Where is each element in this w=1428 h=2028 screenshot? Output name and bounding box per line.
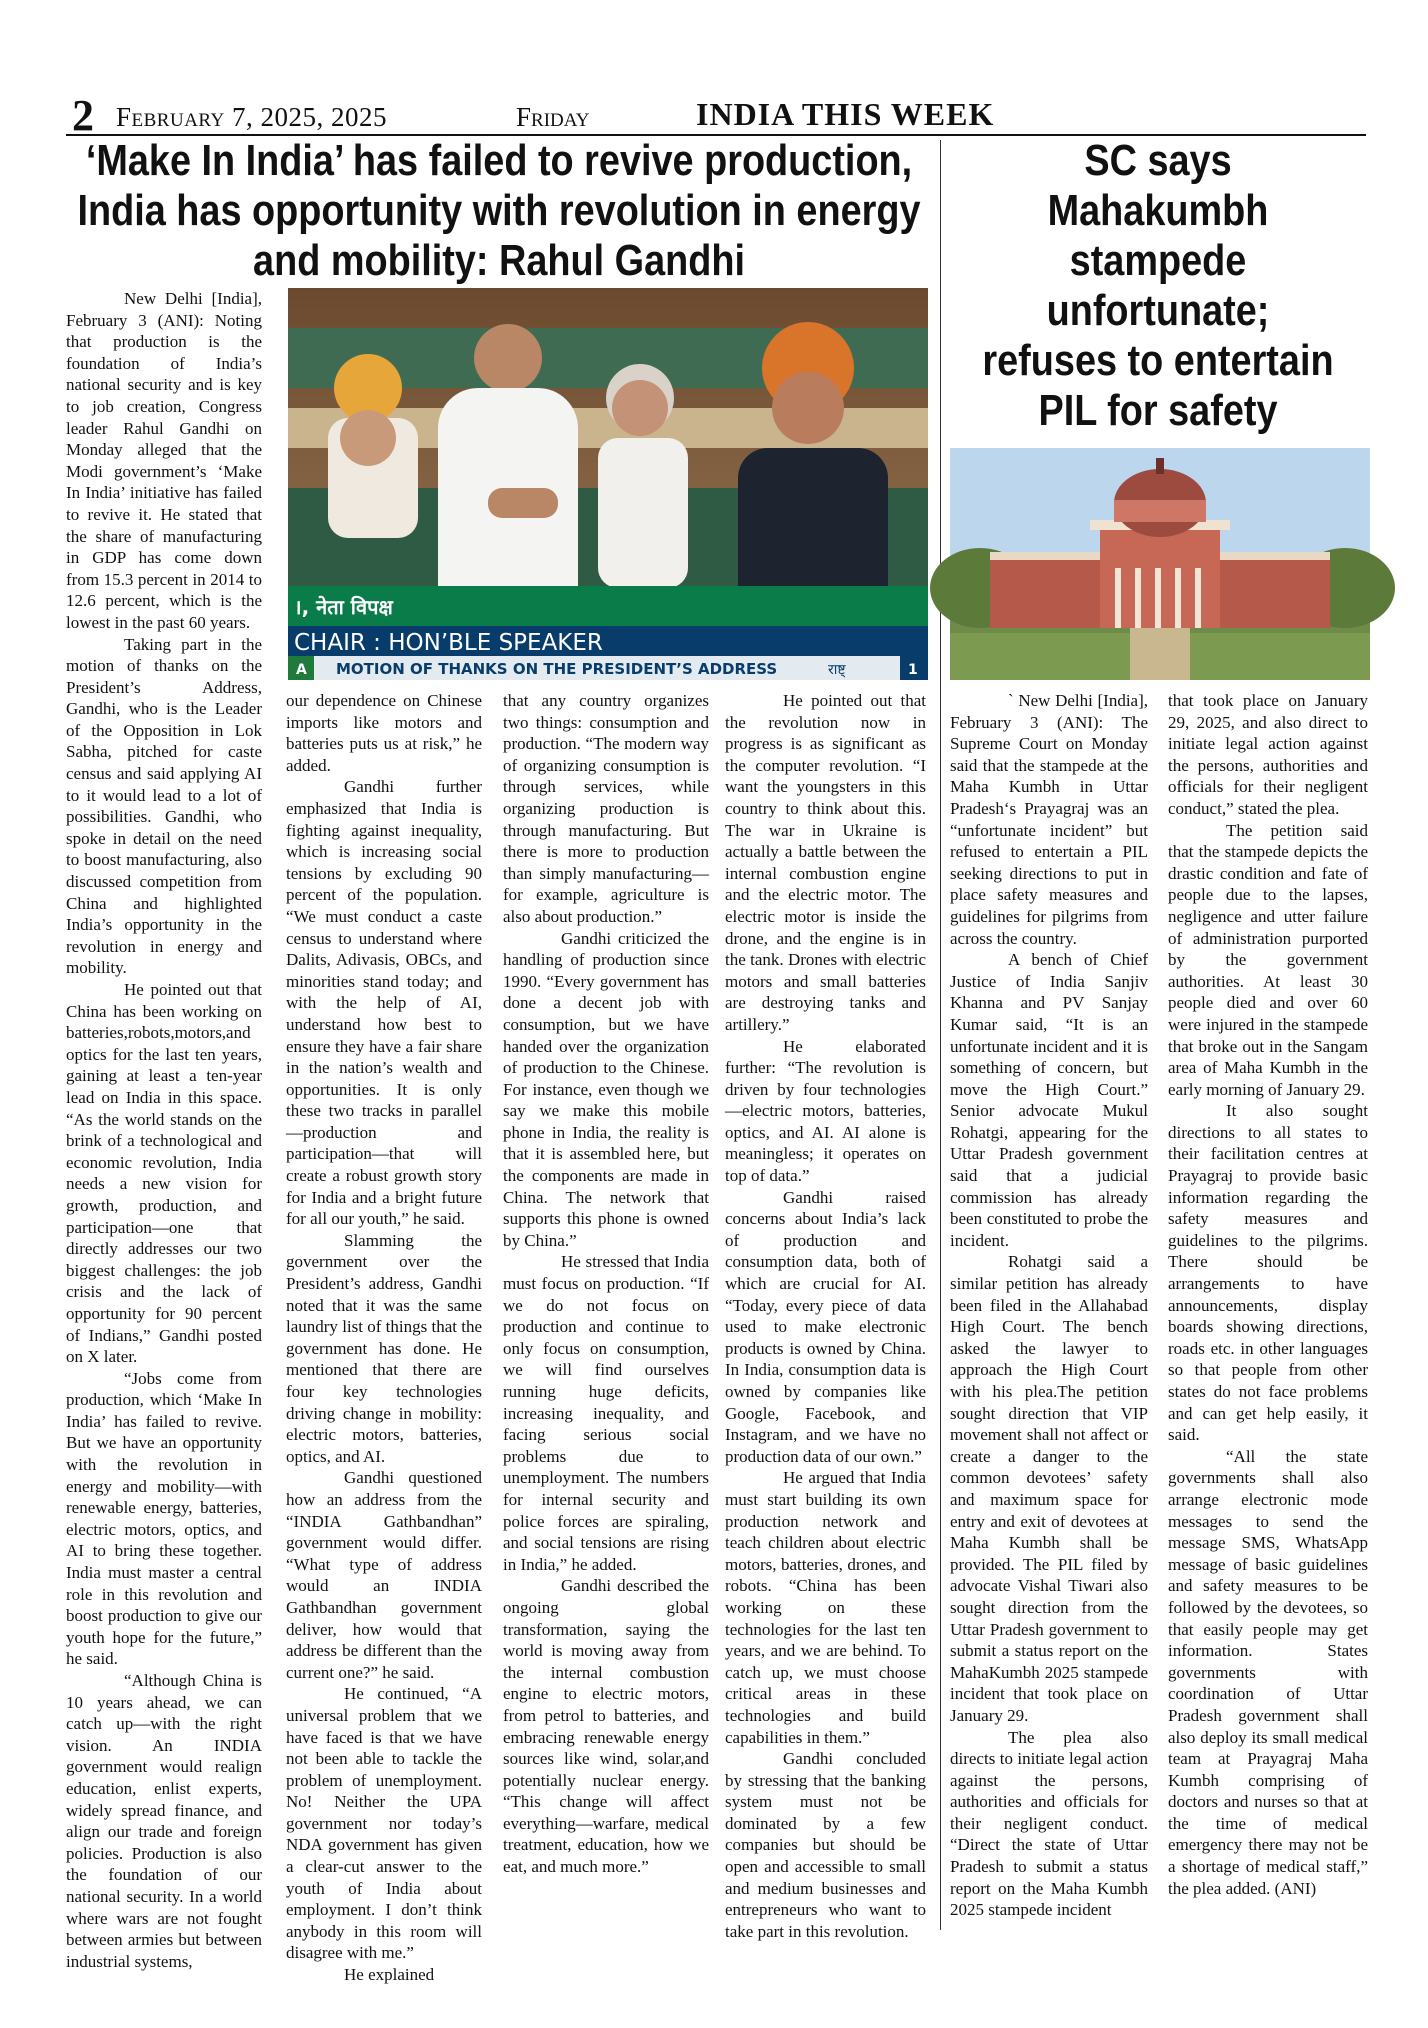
paragraph: He pointed out that China has been working on batteries,robots,motors,and optics for the last ten years, gaining at least a ten-year lead on India in this space. “As the world stands on the brink of a technological and economic revolution, India needs a new vision for growth, production, and participation—one that directly addresses our two biggest challenges: the job crisis and the lack of opportunity for 90 percent of Indians,” Gandhi posted on X later. bbox=[66, 980, 262, 1367]
paragraph: Gandhi criticized the handling of production since 1990. “Every government has done a decent job with consumption, but we have handed over the organization of production to the Chinese. For instance, even though we say we make this mobile phone in India, the reality is that it is assembled here, but the components are made in China. The network that supports this phone is owned by China.” bbox=[503, 928, 709, 1250]
paragraph: He elaborated further: “The revolution is driven by four technologies—electric motors, batteries, optics, and AI. AI alone is meaningless; it operates on top of data.” bbox=[725, 1036, 926, 1186]
paragraph: Rohatgi said a similar petition has already been filed in the Allahabad High Court. The bench asked the lawyer to approach the High Court with his plea.The petition sought direction that VIP movement shall not affect or create a danger to the common devotees’ safety and maximum space for entry and exit of devotees at Maha Kumbh shall be provided. The PIL filed by advocate Vishal Tiwari also sought direction from the Uttar Pradesh government to submit a status report on the MahaKumbh 2025 stampede incident that took place on January 29. bbox=[950, 1252, 1148, 1725]
paragraph: The plea also directs to initiate legal action against the persons, authorities and officials for their negligent conduct. “Direct the state of Uttar Pradesh to submit a status report on the Maha Kumbh 2025 stampede incident bbox=[950, 1727, 1148, 1920]
column-divider bbox=[940, 140, 941, 1930]
paragraph: “Jobs come from production, which ‘Make In India’ has failed to revive. But we have an opportunity with the revolution in energy and mobility—with renewable energy, batteries, electric motors, optics, and AI to bring these together. India must master a central role in this revolution and boost production to give our youth hope for the future,” he said. bbox=[66, 1368, 262, 1669]
paragraph: Gandhi questioned how an address from the “INDIA Gathbandhan” government would differ. “What type of address would an INDIA Gathbandhan government deliver, how would that address be different than the current one?” he said. bbox=[286, 1468, 482, 1682]
paragraph: Taking part in the motion of thanks on the President’s Address, Gandhi, who is the Leader of the Opposition in Lok Sabha, pitched for caste census and said applying AI to it would lead to a lot of possibilities. Gandhi, who spoke in detail on the need to boost manufacturing, also discussed competition from China and highlighted India’s opportunity in the revolution in energy and mobility. bbox=[66, 634, 262, 978]
publication-name: INDIA THIS WEEK bbox=[696, 96, 995, 132]
paragraph: New Delhi [India], February 3 (ANI): Noting that production is the foundation of India’s national security and is key to job creation, Congress leader Rahul Gandhi on Monday alleged that the Modi government’s ‘Make In India’ initiative has failed to revive it. He stated that the share of manufacturing in GDP has come down from 15.3 percent in 2014 to 12.6 percent, which is the lowest in the past 60 years. bbox=[66, 289, 262, 632]
ticker-right-label: राष्ट् bbox=[828, 662, 846, 678]
main-article-column-1 bbox=[66, 288, 262, 1971]
ticker-badge: 1 bbox=[908, 662, 918, 678]
main-article-column-4 bbox=[725, 690, 926, 1941]
ticker-text: MOTION OF THANKS ON THE PRESIDENT’S ADDRESS bbox=[336, 660, 778, 678]
paragraph: Slamming the government over the President’s address, Gandhi noted that it was the same laundry list of things that the government has done. He mentioned that there are four key technologies driving change in mobility: electric motors, batteries, optics, and AI. bbox=[286, 1230, 482, 1466]
page-number: 2 bbox=[72, 91, 94, 140]
side-article-column-1 bbox=[950, 690, 1148, 1926]
masthead bbox=[66, 91, 1366, 140]
main-article-column-3 bbox=[503, 690, 709, 1926]
paragraph: that any country organizes two things: consumption and production. “The modern way of organizing consumption is through services, while organizing production is through manufacturing. But there is more to production than simply manufacturing—for example, agriculture is also about production.” bbox=[503, 691, 709, 926]
paragraph: “All the state governments shall also arrange electronic mode messages to send the message SMS, WhatsApp message of basic guidelines and safety measures to be followed by the devotees, so that easily people may get information. States governments with coordination of Uttar Pradesh government shall also deploy its small medical team at Prayagraj Maha Kumbh comprising of doctors and nurses so that at the time of medical emergency there may not be a shortage of medical staff,” the plea added. (ANI) bbox=[1168, 1446, 1368, 1898]
parliament-illustration bbox=[288, 288, 928, 680]
issue-date: February 7, 2025, 2025 bbox=[116, 102, 388, 132]
issue-weekday: Friday bbox=[516, 102, 590, 132]
side-headline: SC says Mahakumbh stampede unfortunate; refuses to entertain PIL for safety bbox=[982, 136, 1334, 435]
caption-hindi: ।, नेता विपक्ष bbox=[294, 595, 393, 619]
paragraph: He argued that India must start building its own production network and teach children about electric motors, batteries, drones, and robots. “China has been working on these technologies for the last ten years, and we are behind. To catch up, we must choose critical areas in these technologies and build capabilities in them.” bbox=[725, 1468, 926, 1747]
supreme-court-photo bbox=[950, 448, 1370, 680]
parliament-photo bbox=[288, 288, 928, 680]
paragraph: He stressed that India must focus on production. “If we do not focus on production and continue to only focus on consumption, we will find ourselves running huge deficits, increasing inequality, and facing serious social problems due to unemployment. The numbers for internal security and police forces are spiraling, and social tensions are rising in India,” he added. bbox=[503, 1252, 709, 1574]
paragraph: The petition said that the stampede depicts the drastic condition and fate of people due to the lapses, negligence and utter failure of administration purported by the government authorities. At least 30 people died and over 60 were injured in the stampede that broke out in the Sangam area of Maha Kumbh in the early morning of January 29. bbox=[1168, 820, 1368, 1099]
caption-chair: CHAIR : HON’BLE SPEAKER bbox=[294, 630, 603, 656]
paragraph: It also sought directions to all states to their facilitation centres at Prayagraj to provide basic information regarding the safety measures and guidelines to the pilgrims. There should be arrangements to have announcements, display boards showing directions, roads etc. in other languages so that people from other states do not face problems and can get help easily, it said. bbox=[1168, 1101, 1368, 1445]
paragraph: Gandhi further emphasized that India is fighting against inequality, which is increasing social tensions by excluding 90 percent of the population. “We must conduct a caste census to understand where Dalits, Adivasis, OBCs, and minorities stand today; and with the help of AI, understand how best to ensure they have a fair share in the nation’s wealth and opportunities. It is only these two tracks in parallel—production and participation—that will create a robust growth story for India and a bright future for all our youth,” he said. bbox=[286, 777, 482, 1229]
side-article-column-2 bbox=[1168, 690, 1368, 1926]
paragraph: He pointed out that the revolution now in progress is as significant as the computer revolution. “I want the youngsters in this country to think about this. The war in Ukraine is actually a battle between the internal combustion engine and the electric motor. The electric motor is inside the drone, and the engine is in the tank. Drones with electric motors and small batteries are destroying tanks and artillery.” bbox=[725, 691, 926, 1034]
ticker-left-label: A bbox=[296, 662, 307, 678]
paragraph: Gandhi concluded by stressing that the banking system must not be dominated by a few companies but should be open and accessible to small and medium businesses and entrepreneurs who want to take part in this revolution. bbox=[725, 1749, 926, 1941]
paragraph: Gandhi raised concerns about India’s lack of production and consumption data, both of which are crucial for AI. “Today, every piece of data used to make electronic products is owned by China. In India, consumption data is owned by companies like Google, Facebook, and Instagram, and we have no production data of our own.” bbox=[725, 1187, 926, 1466]
supreme-court-illustration bbox=[950, 448, 1370, 680]
paragraph: He explained bbox=[344, 1965, 435, 1985]
paragraph: ` New Delhi [India], February 3 (ANI): The Supreme Court on Monday said that the stampede at the Maha Kumbh in Uttar Pradesh‘s Prayagraj was an “unfortunate incident” but refused to entertain a PIL seeking directions to put in place safety measures and guidelines for pilgrims from across the country. bbox=[950, 691, 1148, 948]
paragraph: that took place on January 29, 2025, and also direct to initiate legal action against the persons, authorities and officials for their negligent conduct,” stated the plea. bbox=[1168, 691, 1368, 818]
main-article-column-2 bbox=[286, 690, 482, 1985]
main-headline: ‘Make In India’ has failed to revive production, India has opportunity with revolution in energy and mobility: Rahul Gandhi bbox=[77, 136, 921, 285]
paragraph: A bench of Chief Justice of India Sanjiv Khanna and PV Sanjay Kumar said, “It is an unfortunate incident and it is something of concern, but move the High Court.” Senior advocate Mukul Rohatgi, appearing for the Uttar Pradesh government said that a judicial commission has already been constituted to probe the incident. bbox=[950, 950, 1148, 1250]
paragraph: “Although China is 10 years ahead, we can catch up—with the right vision. An INDIA government would realign education, enlist experts, widely spread finance, and align our trade and foreign policies. Production is also the foundation of our national security. In a world where wars are not fought between armies but between industrial systems, bbox=[66, 1671, 262, 1971]
paragraph: Gandhi described the ongoing global transformation, saying the world is moving away from the internal combustion engine to electric motors, from petrol to batteries, and embracing renewable energy sources like wind, solar,and potentially nuclear energy. “This change will affect everything—warfare, medical treatment, education, how we eat, and much more.” bbox=[503, 1576, 709, 1877]
paragraph: He continued, “A universal problem that we have faced is that we have not been able to tackle the problem of unemployment. No! Neither the UPA government nor today’s NDA government has given a clear-cut answer to the youth of India about employment. I don’t think anybody in this room will disagree with me.” bbox=[286, 1684, 482, 1963]
paragraph: our dependence on Chinese imports like motors and batteries puts us at risk,” he added. bbox=[286, 691, 482, 775]
